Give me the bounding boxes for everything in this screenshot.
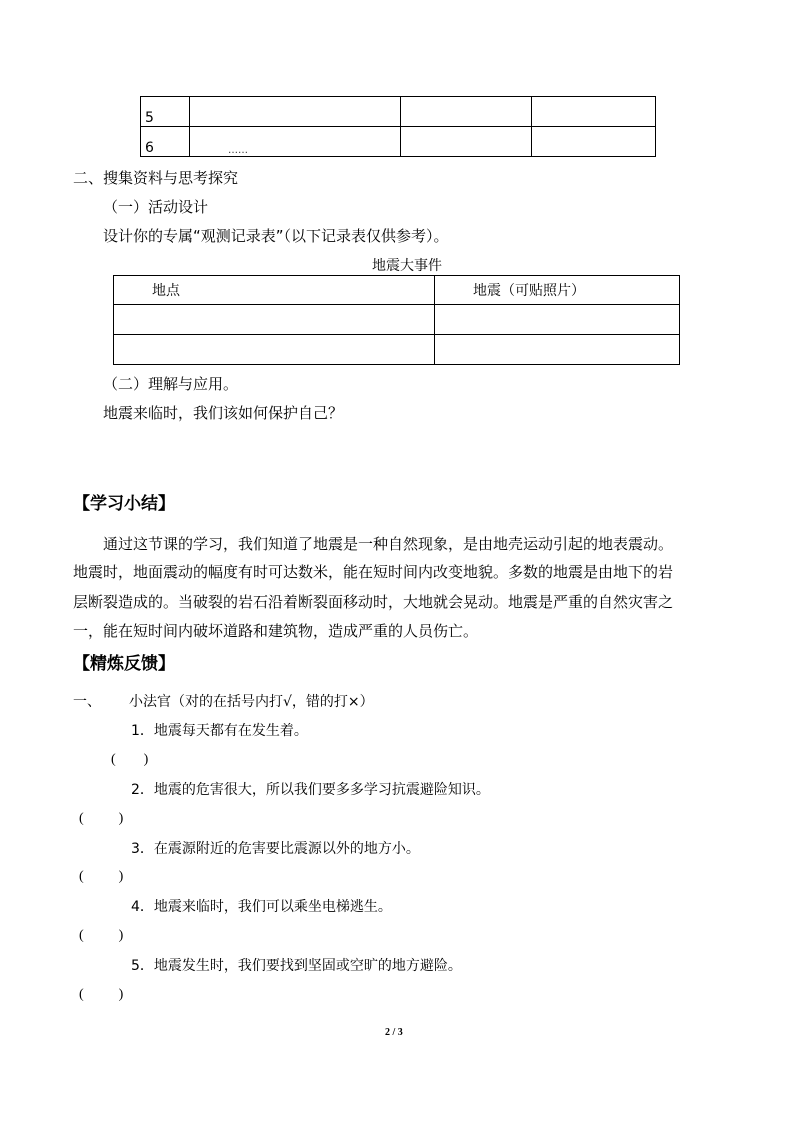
table-cell: [190, 97, 401, 127]
answer-blank[interactable]: ( ): [79, 928, 124, 943]
table-header-location: 地点: [114, 276, 435, 305]
table-cell: [401, 127, 532, 157]
answer-blank[interactable]: ( ): [79, 811, 124, 826]
table-cell: [435, 335, 680, 365]
table-cell: 6: [141, 127, 190, 157]
question-item: 3．在震源附近的危害要比震源以外的地方小。: [131, 841, 420, 857]
page-number: 2 / 3: [385, 1027, 403, 1038]
answer-blank[interactable]: ( ): [79, 869, 124, 884]
summary-line: 通过这节课的学习，我们知道了地震是一种自然现象，是由地壳运动引起的地表震动。: [103, 535, 674, 553]
table-cell: [532, 127, 656, 157]
answer-blank[interactable]: ( ): [111, 752, 149, 767]
summary-line: 层断裂造成的。当破裂的岩石沿着断裂面移动时，大地就会晃动。地震是严重的自然灾害之: [73, 593, 674, 611]
table-cell: [114, 335, 435, 365]
question-item: 4．地震来临时，我们可以乘坐电梯逃生。: [131, 899, 392, 915]
question-item: 1．地震每天都有在发生着。: [131, 723, 308, 739]
record-table-top: [140, 96, 656, 157]
part-title: 小法官（对的在括号内打√，错的打×）: [129, 694, 374, 710]
answer-blank[interactable]: ( ): [79, 987, 124, 1002]
section-heading: 二、搜集资料与思考探究: [73, 169, 239, 187]
table-header-earthquake: 地震（可贴照片）: [435, 276, 680, 305]
table-cell: ……: [190, 127, 401, 157]
feedback-heading: 【精炼反馈】: [73, 654, 175, 674]
observation-table: [113, 275, 680, 365]
summary-line: 一，能在短时间内破坏道路和建筑物，造成严重的人员伤亡。: [73, 622, 479, 640]
subsection-heading: （二）理解与应用。: [103, 375, 239, 393]
table-cell: [435, 305, 680, 335]
question-item: 2．地震的危害很大，所以我们要多多学习抗震避险知识。: [131, 782, 490, 798]
summary-line: 地震时，地面震动的幅度有时可达数米，能在短时间内改变地貌。多数的地震是由地下的岩: [73, 563, 674, 581]
subsection-heading: （一）活动设计: [103, 198, 209, 216]
instruction-text: 设计你的专属“观测记录表”（以下记录表仅供参考）。: [103, 227, 449, 245]
table-cell: [114, 305, 435, 335]
table-title: 地震大事件: [372, 258, 442, 274]
table-cell: 5: [141, 97, 190, 127]
question-item: 5．地震发生时，我们要找到坚固或空旷的地方避险。: [131, 958, 462, 974]
question-text: 地震来临时，我们该如何保护自己？: [103, 404, 344, 422]
summary-heading: 【学习小结】: [73, 494, 175, 514]
table-cell: [401, 97, 532, 127]
table-cell: [532, 97, 656, 127]
part-number: 一、: [73, 694, 101, 710]
